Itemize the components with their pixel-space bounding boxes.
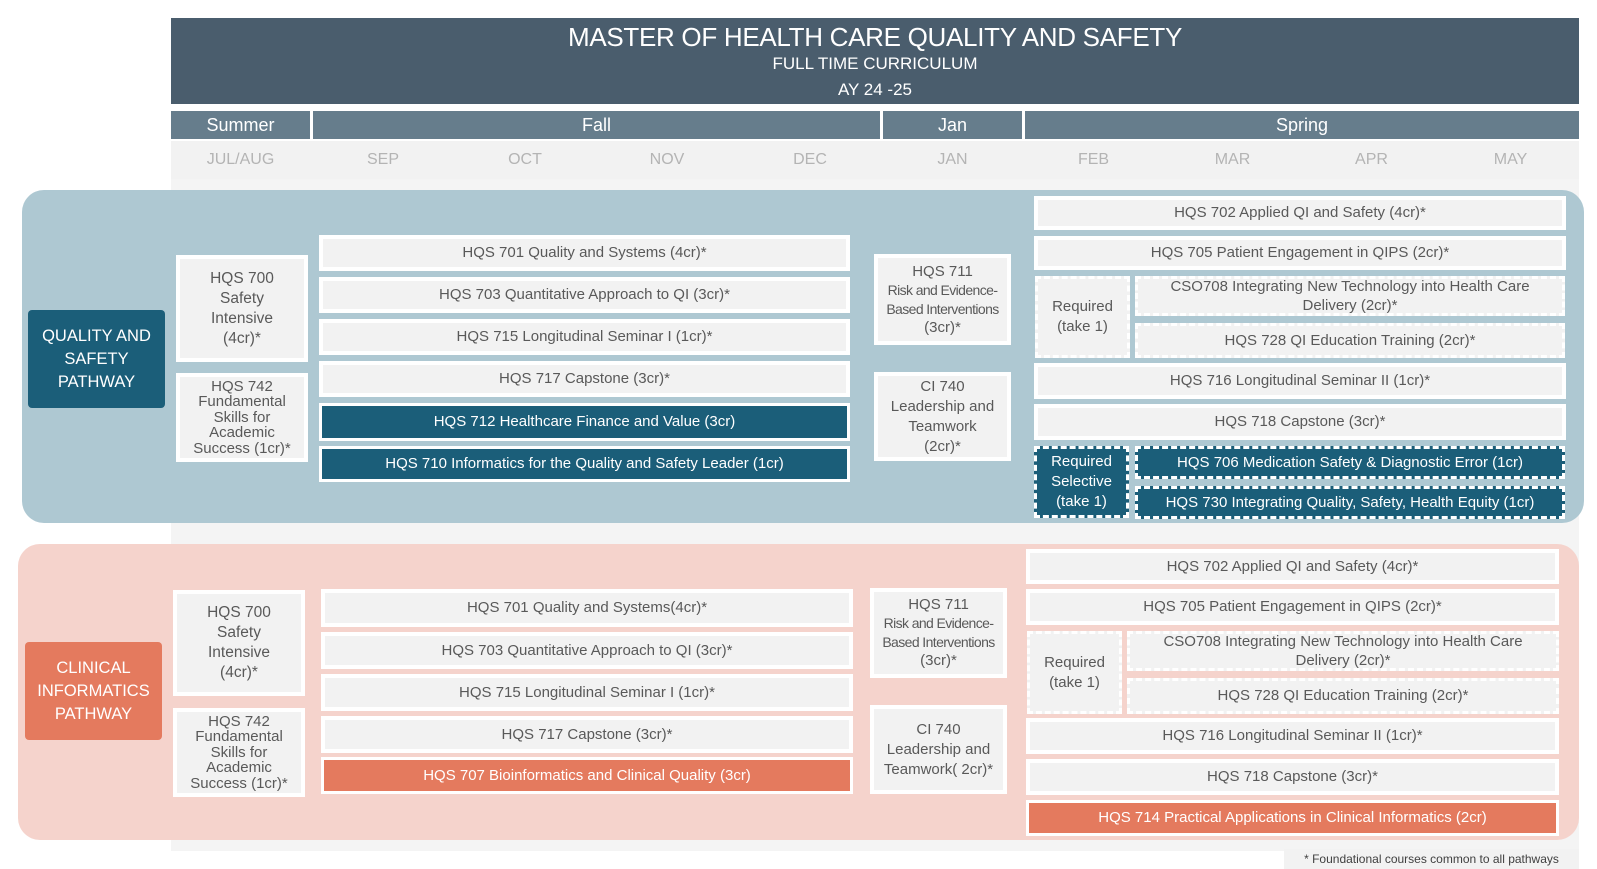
footnote: * Foundational courses common to all pathways bbox=[1284, 849, 1579, 869]
course-hqs707: HQS 707 Bioinformatics and Clinical Quality (3cr) bbox=[321, 757, 853, 794]
course-ci740-clinical: CI 740 Leadership and Teamwork( 2cr)* bbox=[870, 705, 1007, 794]
course-hqs717: HQS 717 Capstone (3cr)* bbox=[319, 361, 850, 397]
term-fall: Fall bbox=[313, 111, 880, 139]
academic-year: AY 24 -25 bbox=[837, 80, 913, 99]
month-may: MAY bbox=[1493, 151, 1528, 168]
course-hqs706: HQS 706 Medication Safety & Diagnostic Error (1cr) bbox=[1135, 446, 1565, 479]
course-hqs718: HQS 718 Capstone (3cr)* bbox=[1034, 404, 1566, 440]
quality-pathway-label: QUALITY AND SAFETY PATHWAY bbox=[28, 310, 165, 408]
course-hqs700-clinical: HQS 700 Safety Intensive (4cr)* bbox=[173, 590, 305, 696]
month-nov: NOV bbox=[649, 151, 685, 168]
term-summer: Summer bbox=[171, 111, 310, 139]
course-hqs715-clinical: HQS 715 Longitudinal Seminar I (1cr)* bbox=[321, 674, 853, 711]
month-apr: APR bbox=[1355, 151, 1388, 168]
course-hqs711-clinical-code: HQS 711 bbox=[908, 596, 969, 613]
course-hqs742-clinical: HQS 742 Fundamental Skills for Academic Success (1cr)* bbox=[173, 708, 305, 797]
month-dec: DEC bbox=[793, 151, 827, 168]
course-hqs730: HQS 730 Integrating Quality, Safety, Health Equity (1cr) bbox=[1135, 486, 1565, 519]
term-jan: Jan bbox=[883, 111, 1022, 139]
page-title: MASTER OF HEALTH CARE QUALITY AND SAFETY bbox=[567, 22, 1183, 52]
course-hqs714: HQS 714 Practical Applications in Clinical Informatics (2cr) bbox=[1026, 800, 1559, 836]
clinical-pathway-label: CLINICAL INFORMATICS PATHWAY bbox=[25, 642, 162, 740]
course-hqs702-clinical: HQS 702 Applied QI and Safety (4cr)* bbox=[1026, 549, 1559, 584]
course-hqs711-clinical bbox=[870, 588, 1007, 678]
term-spring: Spring bbox=[1025, 111, 1579, 139]
course-hqs711-code: HQS 711 bbox=[912, 262, 973, 280]
course-hqs712: HQS 712 Healthcare Finance and Value (3cr) bbox=[319, 403, 850, 441]
course-hqs705-clinical: HQS 705 Patient Engagement in QIPS (2cr)* bbox=[1026, 589, 1559, 625]
month-jan: JAN bbox=[937, 151, 968, 168]
course-hqs710: HQS 710 Informatics for the Quality and Safety Leader (1cr) bbox=[319, 446, 850, 482]
course-hqs703-clinical: HQS 703 Quantitative Approach to QI (3cr)* bbox=[321, 632, 853, 669]
month-feb: FEB bbox=[1077, 151, 1110, 168]
course-hqs728-clinical: HQS 728 QI Education Training (2cr)* bbox=[1127, 678, 1559, 714]
page-subtitle: FULL TIME CURRICULUM bbox=[772, 54, 978, 73]
course-cso708: CSO708 Integrating New Technology into Health Care Delivery (2cr)* bbox=[1135, 276, 1565, 316]
course-hqs705: HQS 705 Patient Engagement in QIPS (2cr)* bbox=[1034, 236, 1566, 270]
month-jul-aug: JUL/AUG bbox=[206, 151, 275, 168]
required-take-one-clinical: Required (take 1) bbox=[1027, 631, 1122, 714]
course-hqs711-clinical-name: Risk and Evidence-Based Interventions bbox=[882, 615, 995, 650]
course-hqs700: HQS 700 Safety Intensive (4cr)* bbox=[176, 255, 308, 362]
course-ci740: CI 740 Leadership and Teamwork (2cr)* bbox=[874, 372, 1011, 461]
course-hqs711 bbox=[874, 254, 1011, 345]
course-hqs702: HQS 702 Applied QI and Safety (4cr)* bbox=[1034, 196, 1566, 230]
course-hqs701: HQS 701 Quality and Systems (4cr)* bbox=[319, 235, 850, 271]
required-take-one: Required (take 1) bbox=[1035, 276, 1130, 358]
course-hqs715: HQS 715 Longitudinal Seminar I (1cr)* bbox=[319, 319, 850, 355]
course-hqs716-clinical: HQS 716 Longitudinal Seminar II (1cr)* bbox=[1026, 718, 1559, 754]
course-hqs716: HQS 716 Longitudinal Seminar II (1cr)* bbox=[1034, 363, 1566, 399]
course-hqs701-clinical: HQS 701 Quality and Systems(4cr)* bbox=[321, 589, 853, 627]
course-hqs717-clinical: HQS 717 Capstone (3cr)* bbox=[321, 716, 853, 753]
curriculum-header bbox=[171, 18, 1579, 104]
month-mar: MAR bbox=[1214, 151, 1251, 168]
course-hqs703: HQS 703 Quantitative Approach to QI (3cr)* bbox=[319, 277, 850, 313]
month-sep: SEP bbox=[366, 151, 399, 168]
course-hqs711-name: Risk and Evidence-Based Interventions bbox=[886, 281, 999, 317]
course-hqs711-clinical-credits: (3cr)* bbox=[920, 652, 957, 669]
course-hqs728: HQS 728 QI Education Training (2cr)* bbox=[1135, 323, 1565, 358]
required-selective: Required Selective (take 1) bbox=[1034, 446, 1129, 518]
course-hqs718-clinical: HQS 718 Capstone (3cr)* bbox=[1026, 759, 1559, 795]
course-hqs742: HQS 742 Fundamental Skills for Academic Success (1cr)* bbox=[176, 373, 308, 462]
course-cso708-clinical: CSO708 Integrating New Technology into Health Care Delivery (2cr)* bbox=[1127, 631, 1559, 671]
month-oct: OCT bbox=[508, 151, 542, 168]
course-hqs711-credits: (3cr)* bbox=[924, 318, 961, 336]
